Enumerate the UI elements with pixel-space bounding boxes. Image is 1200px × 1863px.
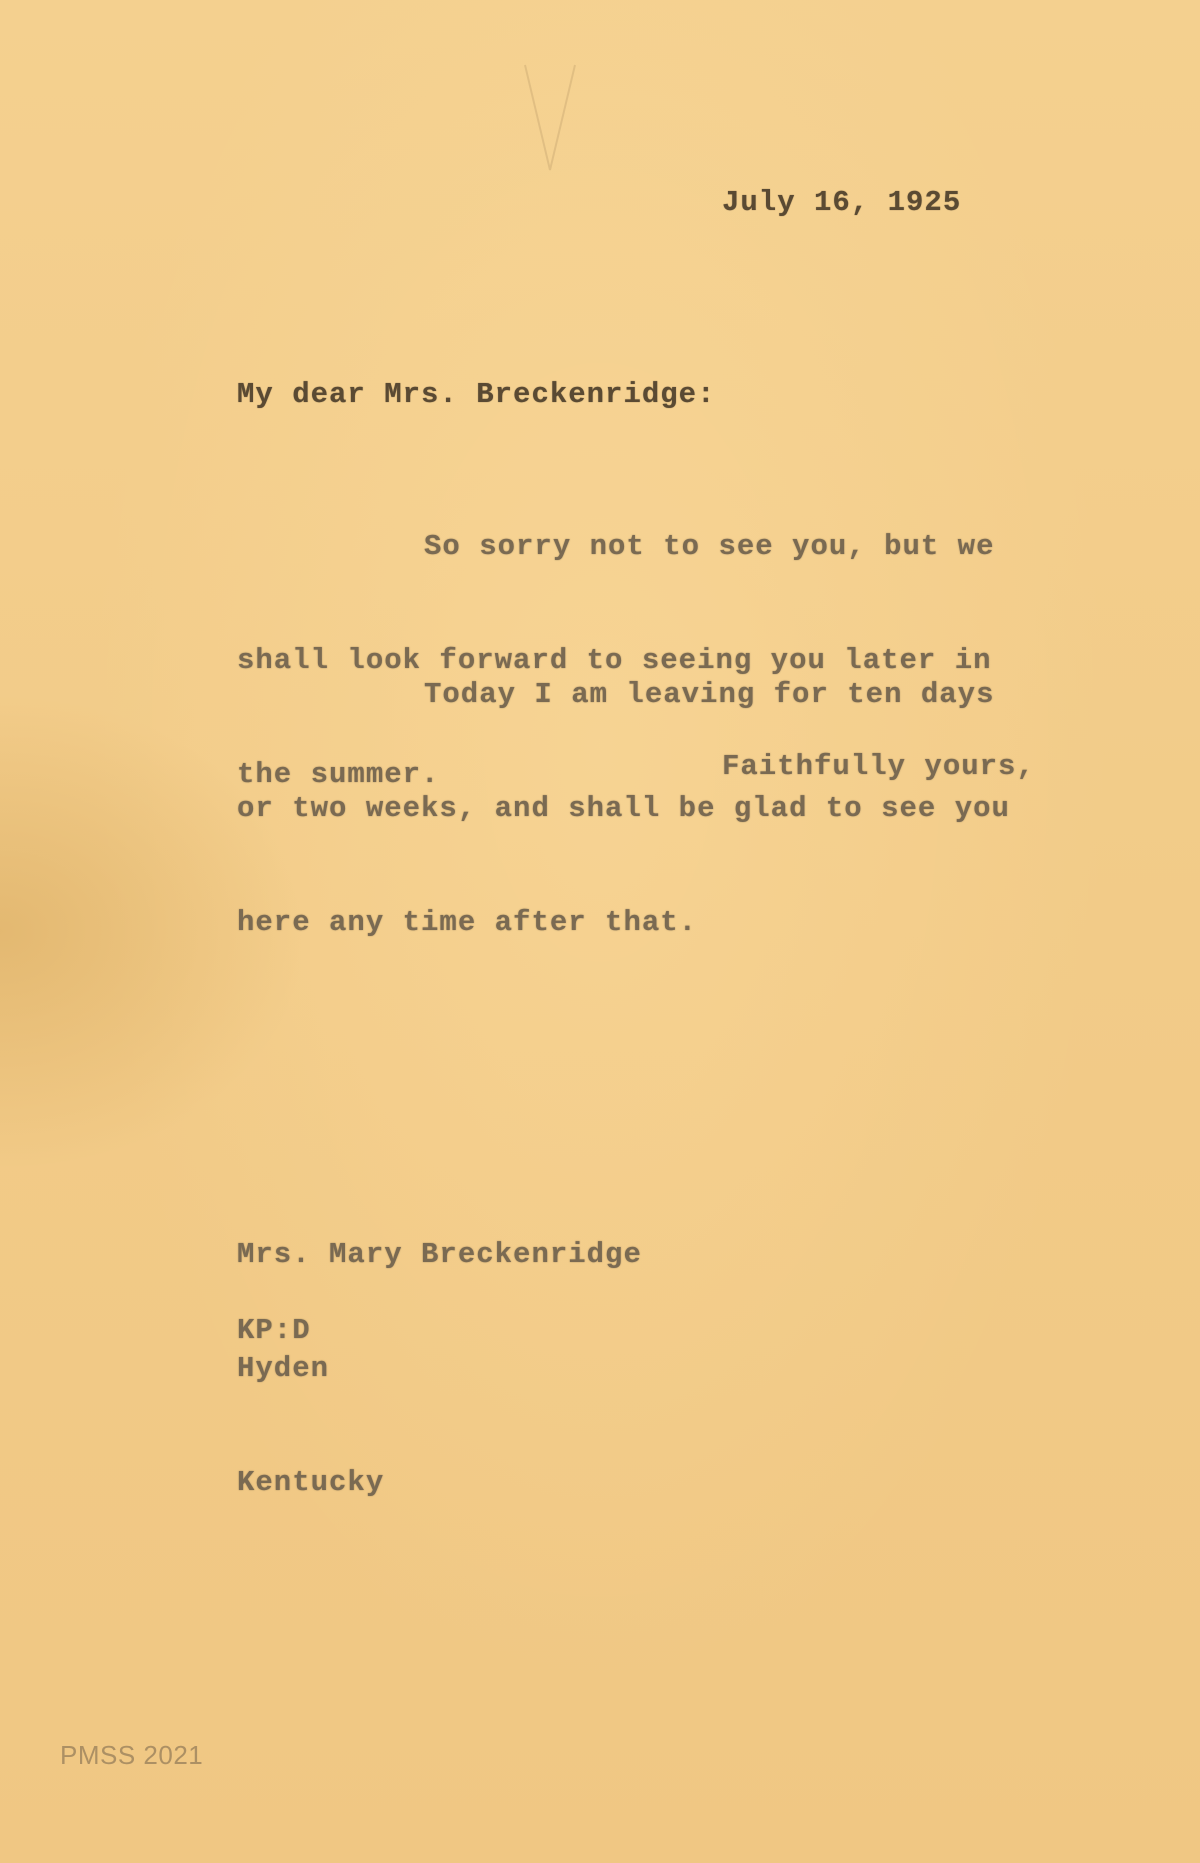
typist-initials: KP:D (237, 1314, 311, 1347)
paragraph-1-line-1: So sorry not to see you, but we (424, 530, 995, 563)
letter-paragraph-2 (237, 600, 1037, 1018)
letter-salutation: My dear Mrs. Breckenridge: (237, 378, 716, 411)
paragraph-1-line-3: the summer. (237, 758, 440, 791)
recipient-address (237, 1160, 642, 1578)
recipient-name: Mrs. Mary Breckenridge (237, 1238, 642, 1271)
paragraph-2-line-3: here any time after that. (237, 906, 698, 939)
letter-date: July 16, 1925 (722, 186, 962, 219)
paragraph-2-line-1: Today I am leaving for ten days (424, 678, 995, 711)
paragraph-2-line-2: or two weeks, and shall be glad to see you (237, 792, 1010, 825)
paragraph-1-line-2: shall look forward to seeing you later in (237, 644, 992, 677)
archive-watermark: PMSS 2021 (60, 1740, 204, 1770)
recipient-city: Hyden (237, 1352, 330, 1385)
paper-crease-mark (520, 60, 580, 180)
letter-closing: Faithfully yours, (722, 750, 1035, 783)
recipient-state: Kentucky (237, 1466, 385, 1499)
